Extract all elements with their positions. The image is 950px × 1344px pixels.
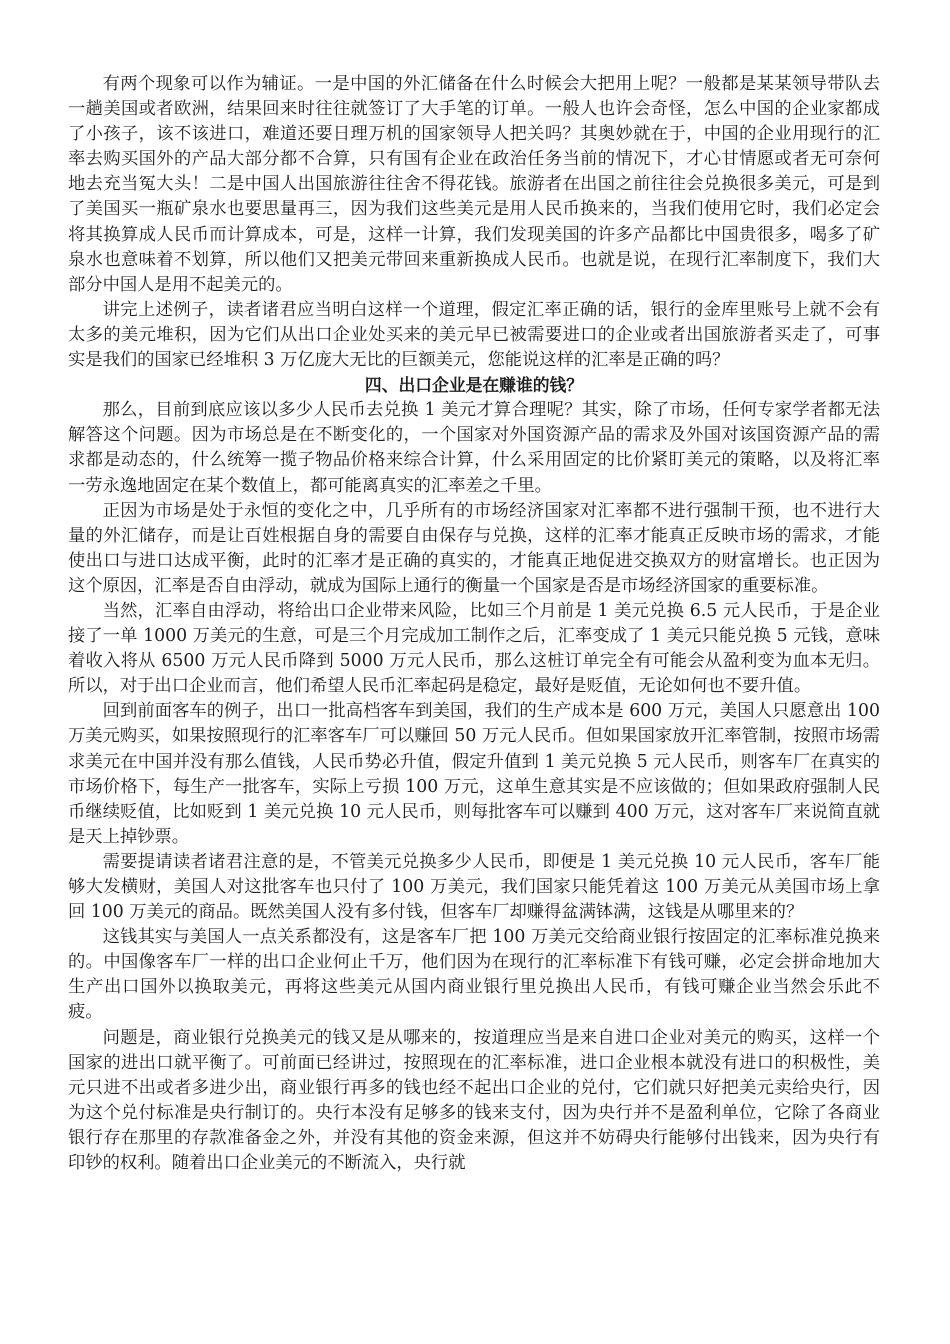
paragraph-reasonable-rate: 那么，目前到底应该以多少人民币去兑换 1 美元才算合理呢？其实，除了市场，任何专家学者都无法解答这个问题。因为市场总是在不断变化的，一个国家对外国资源产品的需求及外国对该国资源产品的需求都是动态的，什么统筹一揽子物品价格来综合计算，什么采用固定的比价紧盯美元的策略，以及将汇率一劳永逸地固定在某个数值上，都可能离真实的汇率差之千里。 (68, 400, 880, 496)
paragraph-foreign-reserve-evidence: 有两个现象可以作为辅证。一是中国的外汇储备在什么时候会大把用上呢？一般都是某某领导带队去一趟美国或者欧洲，结果回来时往往就签订了大手笔的订单。一般人也许会奇怪，怎么中国的企业家都成了小孩子，该不该进口，难道还要日理万机的国家领导人把关吗？其奥妙就在于，中国的企业用现行的汇率去购买国外的产品大部分都不合算，只有国有企业在政治任务当前的情况下，才心甘情愿或者无可奈何地去充当冤大头！二是中国人出国旅游往往舍不得花钱。旅游者在出国之前往往会兑换很多美元，可是到了美国买一瓶矿泉水也要思量再三，因为我们这些美元是用人民币换来的，当我们使用它时，我们必定会将其换算成人民币而计算成本，可是，这样一计算，我们发现美国的许多产品都比中国贵很多，喝多了矿泉水也意味着不划算，所以他们又把美元带回来重新换成人民币。也就是说，在现行汇率制度下，我们大部分中国人是用不起美元的。 (68, 74, 880, 295)
paragraph-exchange-rate-conclusion: 讲完上述例子，读者诸君应当明白这样一个道理，假定汇率正确的话，银行的金库里账号上就不会有太多的美元堆积，因为它们从出口企业处买来的美元早已被需要进口的企业或者出国旅游者买走了，可事实是我们的国家已经堆积 3 万亿庞大无比的巨额美元，您能说这样的汇率是正确的吗？ (68, 299, 880, 371)
paragraph-money-source: 这钱其实与美国人一点关系都没有，这是客车厂把 100 万美元交给商业银行按固定的汇率标准兑换来的。中国像客车厂一样的出口企业何止千万，他们因为在现行的汇率标准下有钱可赚，必定会拼命地加大生产出口国外以换取美元，再将这些美元从国内商业银行里兑换出人民币，有钱可赚企业当然会乐此不疲。 (68, 927, 880, 1023)
paragraph-reader-note: 需要提请读者诸君注意的是，不管美元兑换多少人民币，即便是 1 美元兑换 10 元人民币，客车厂能够大发横财，美国人对这批客车也只付了 100 万美元，我们国家只能凭着这 100 万美元从美国市场上拿回 100 万美元的商品。既然美国人没有多付钱，但客车厂却赚得盆满钵满，这钱是从哪里来的？ (68, 851, 880, 923)
paragraph-floating-risk: 当然，汇率自由浮动，将给出口企业带来风险，比如三个月前是 1 美元兑换 6.5 元人民币，于是企业接了一单 1000 万美元的生意，可是三个月完成加工制作之后，汇率变成了 1 美元只能兑换 5 元钱，意味着收入将从 6500 万元人民币降到 5000 万元人民币，那么这桩订单完全有可能会从盈利变为血本无归。所以，对于出口企业而言，他们希望人民币汇率起码是稳定，最好是贬值，无论如何也不要升值。 (68, 600, 880, 697)
section-heading: 四、出口企业是在赚谁的钱？ (364, 375, 584, 396)
paragraph-market-economy: 正因为市场是处于永恒的变化之中，几乎所有的市场经济国家对汇率都不进行强制干预，也不进行大量的外汇储存，而是让百姓根据自身的需要自由保存与兑换，这样的汇率才能真正反映市场的需求，才能使出口与进口达成平衡，此时的汇率才是正确的真实的，才能真正地促进交换双方的财富增长。也正因为这个原因，汇率是否自由浮动，就成为国际上通行的衡量一个国家是否是市场经济国家的重要标准。 (68, 500, 880, 596)
paragraph-central-bank: 问题是，商业银行兑换美元的钱又是从哪来的，按道理应当是来自进口企业对美元的购买，这样一个国家的进出口就平衡了。可前面已经讲过，按照现在的汇率标准，进口企业根本就没有进口的积极性，美元只进不出或者多进少出，商业银行再多的钱也经不起出口企业的兑付，它们就只好把美元卖给央行，因为这个兑付标准是央行制订的。央行本没有足够多的钱来支付，因为央行并不是盈利单位，它除了各商业银行存在那里的存款准备金之外，并没有其他的资金来源，但这并不妨碍央行能够付出钱来，因为央行有印钞的权利。随着出口企业美元的不断流入，央行就 (68, 1027, 880, 1174)
paragraph-bus-example: 回到前面客车的例子，出口一批高档客车到美国，我们的生产成本是 600 万元，美国人只愿意出 100 万美元购买，如果按照现行的汇率客车厂可以赚回 50 万元人民币。但如果国家放开汇率管制，按照市场需求美元在中国并没有那么值钱，人民币势必升值，假定升值到 1 美元兑换 5 元人民币，则客车厂在真实的市场价格下，每生产一批客车，实际上亏损 100 万元，这单生意其实是不应该做的；但如果政府强制人民币继续贬值，比如贬到 1 美元兑换 10 元人民币，则每批客车可以赚到 400 万元，这对客车厂来说简直就是天上掉钞票。 (68, 701, 880, 847)
